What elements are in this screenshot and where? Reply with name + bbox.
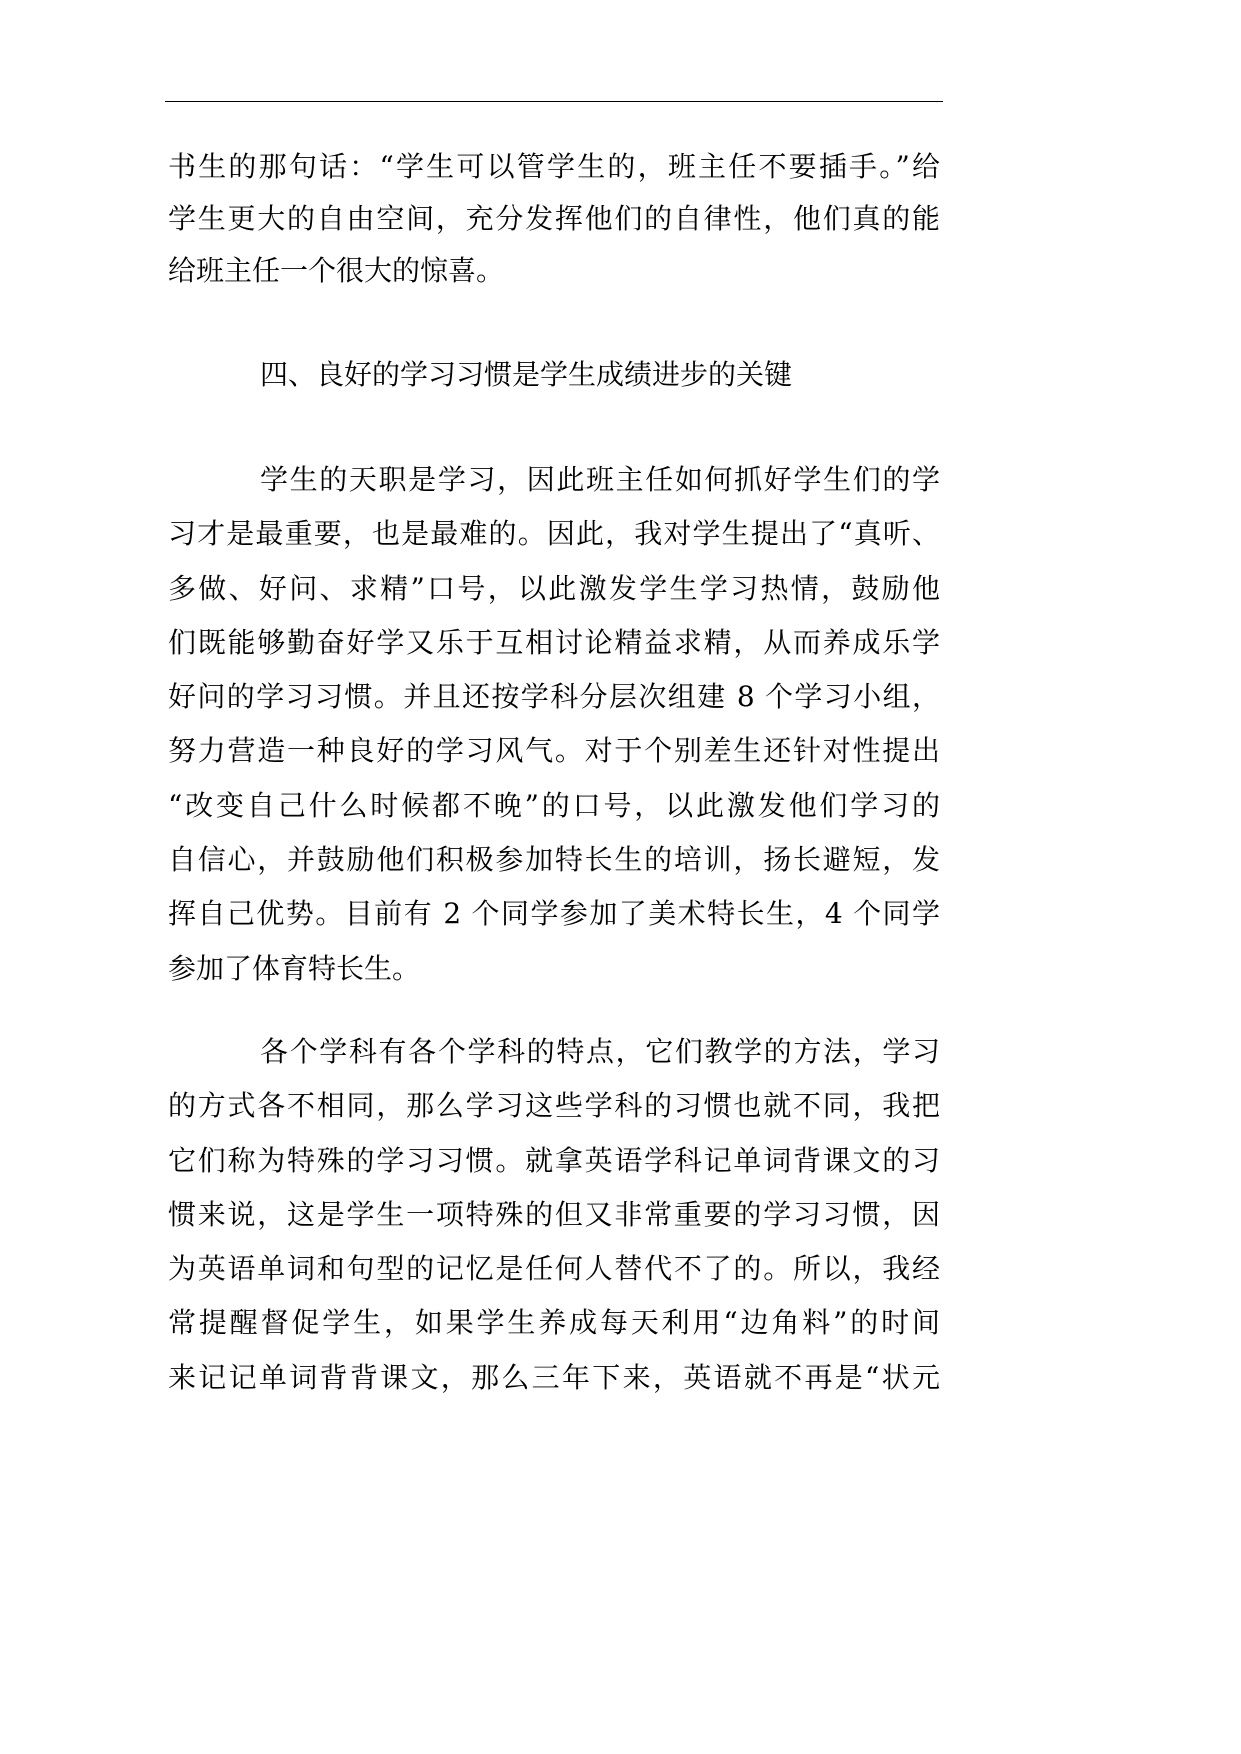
paragraph (168, 1025, 940, 1405)
paragraph-line: 学生的天职是学习，因此班主任如何抓好学生们的学 (260, 463, 940, 496)
paragraph-line: 习才是最重要，也是最难的。因此，我对学生提出了“真听、 (168, 517, 940, 551)
paragraph-line: 参加了体育特长生。 (168, 951, 421, 985)
paragraph-line: 书生的那句话：“学生可以管学生的，班主任不要插手。”给 (168, 150, 940, 183)
paragraph-line: 挥自己优势。目前有 2 个同学参加了美术特长生，4 个同学 (168, 897, 940, 931)
section-heading-text: 四、良好的学习习惯是学生成绩进步的关键 (260, 358, 793, 391)
header-rule (165, 101, 943, 102)
paragraph-line: 好问的学习习惯。并且还按学科分层次组建 8 个学习小组， (168, 680, 940, 714)
paragraph-line: 的方式各不相同，那么学习这些学科的习惯也就不同，我把 (168, 1089, 940, 1123)
paragraph-line: 各个学科有各个学科的特点，它们教学的方法，学习 (260, 1035, 940, 1068)
paragraph-line: 惯来说，这是学生一项特殊的但又非常重要的学习习惯，因 (168, 1197, 940, 1231)
paragraph-line: “改变自己什么时候都不晚”的口号，以此激发他们学习的 (168, 788, 940, 822)
paragraph-line: 来记记单词背背课文，那么三年下来，英语就不再是“状元 (168, 1360, 940, 1394)
paragraph-line: 多做、好问、求精”口号，以此激发学生学习热情，鼓励他 (168, 571, 940, 605)
paragraph-line: 它们称为特殊的学习习惯。就拿英语学科记单词背课文的习 (168, 1143, 940, 1177)
paragraph (168, 141, 940, 297)
paragraph-line: 自信心，并鼓励他们积极参加特长生的培训，扬长避短，发 (168, 843, 940, 877)
section-heading (168, 348, 940, 402)
paragraph-line: 为英语单词和句型的记忆是任何人替代不了的。所以，我经 (168, 1252, 940, 1286)
paragraph (168, 453, 940, 996)
paragraph-line: 学生更大的自由空间，充分发挥他们的自律性，他们真的能 (168, 202, 940, 235)
paragraph-line: 努力营造一种良好的学习风气。对于个别差生还针对性提出 (168, 734, 940, 768)
paragraph-line: 给班主任一个很大的惊喜。 (168, 254, 505, 287)
paragraph-line: 常提醒督促学生，如果学生养成每天利用“边角料”的时间 (168, 1306, 940, 1340)
paragraph-line: 们既能够勤奋好学又乐于互相讨论精益求精，从而养成乐学 (168, 625, 940, 659)
